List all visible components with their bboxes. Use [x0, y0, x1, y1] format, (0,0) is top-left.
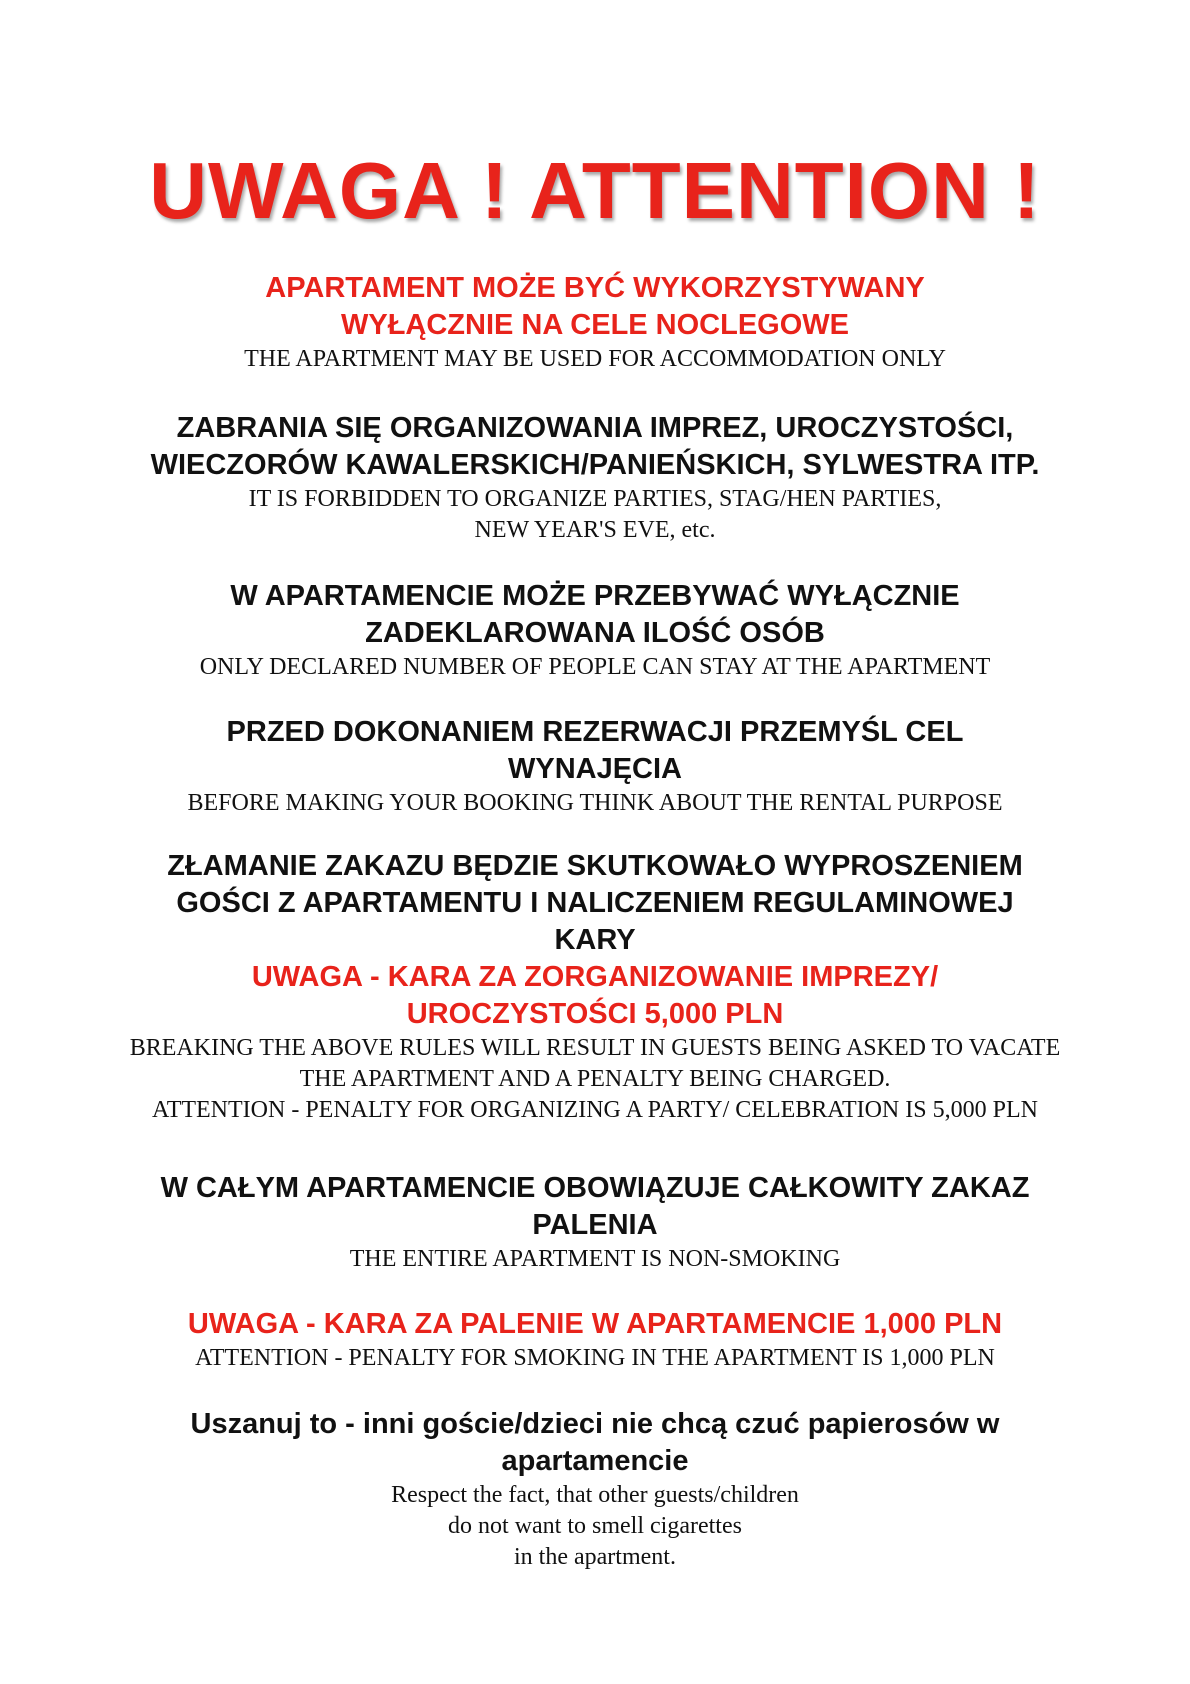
section-heading-line: W CAŁYM APARTAMENCIE OBOWIĄZUJE CAŁKOWITY ZAKAZ — [160, 1172, 1030, 1204]
penalty-line: UROCZYSTOŚCI 5,000 PLN — [406, 998, 784, 1030]
section-translation-line: ATTENTION - PENALTY FOR SMOKING IN THE APARTMENT IS 1,000 PLN — [195, 1345, 995, 1371]
section-translation-line: IT IS FORBIDDEN TO ORGANIZE PARTIES, STAG/HEN PARTIES, — [248, 486, 942, 512]
penalty-line: UWAGA - KARA ZA ZORGANIZOWANIE IMPREZY/ — [251, 961, 939, 993]
section-heading-line: PRZED DOKONANIEM REZERWACJI PRZEMYŚL CEL — [226, 716, 964, 748]
penalty-line: UWAGA - KARA ZA PALENIE W APARTAMENCIE 1,000 PLN — [187, 1308, 1003, 1340]
section-accommodation-only — [60, 270, 1130, 375]
section-heading-line: WYŁĄCZNIE NA CELE NOCLEGOWE — [340, 309, 850, 341]
section-translation-line: do not want to smell cigarettes — [448, 1513, 742, 1539]
section-penalty-party — [60, 848, 1130, 1126]
section-heading-line: ZABRANIA SIĘ ORGANIZOWANIA IMPREZ, UROCZYSTOŚCI, — [176, 412, 1014, 444]
section-heading-line: KARY — [554, 924, 636, 956]
section-respect — [60, 1406, 1130, 1573]
section-heading-line: WYNAJĘCIA — [507, 753, 682, 785]
section-translation-line: THE ENTIRE APARTMENT IS NON-SMOKING — [349, 1246, 841, 1272]
section-translation-line: THE APARTMENT AND A PENALTY BEING CHARGED. — [299, 1066, 891, 1092]
section-translation-line: ATTENTION - PENALTY FOR ORGANIZING A PARTY/ CELEBRATION IS 5,000 PLN — [152, 1097, 1038, 1123]
section-translation-line: NEW YEAR'S EVE, etc. — [474, 517, 716, 543]
section-heading-line: ZŁAMANIE ZAKAZU BĘDZIE SKUTKOWAŁO WYPROSZENIEM — [167, 850, 1023, 882]
section-parties-forbidden — [60, 410, 1130, 546]
section-translation-line: Respect the fact, that other guests/children — [391, 1482, 799, 1508]
section-heading-line: WIECZORÓW KAWALERSKICH/PANIEŃSKICH, SYLWESTRA ITP. — [150, 449, 1040, 481]
section-translation-line: ONLY DECLARED NUMBER OF PEOPLE CAN STAY AT THE APARTMENT — [199, 654, 991, 680]
section-heading-line: PALENIA — [532, 1209, 658, 1241]
section-heading-line: ZADEKLAROWANA ILOŚĆ OSÓB — [365, 617, 825, 649]
section-heading-line: APARTAMENT MOŻE BYĆ WYKORZYSTYWANY — [265, 272, 925, 304]
section-translation-line: in the apartment. — [514, 1544, 676, 1570]
section-translation-line: THE APARTMENT MAY BE USED FOR ACCOMMODATION ONLY — [244, 346, 946, 372]
page-title: UWAGA ! ATTENTION ! — [149, 146, 1041, 235]
section-penalty-smoking — [60, 1306, 1130, 1374]
section-non-smoking — [60, 1170, 1130, 1275]
section-heading-line: apartamencie — [501, 1445, 689, 1477]
section-rental-purpose — [60, 714, 1130, 819]
section-declared-people — [60, 578, 1130, 683]
section-heading-line: GOŚCI Z APARTAMENTU I NALICZENIEM REGULAMINOWEJ — [176, 887, 1014, 919]
section-heading-line: Uszanuj to - inni goście/dzieci nie chcą czuć papierosów w — [190, 1408, 1000, 1440]
section-translation-line: BEFORE MAKING YOUR BOOKING THINK ABOUT THE RENTAL PURPOSE — [187, 790, 1003, 816]
section-heading-line: W APARTAMENCIE MOŻE PRZEBYWAĆ WYŁĄCZNIE — [230, 580, 960, 612]
section-translation-line: BREAKING THE ABOVE RULES WILL RESULT IN GUESTS BEING ASKED TO VACATE — [129, 1035, 1061, 1061]
